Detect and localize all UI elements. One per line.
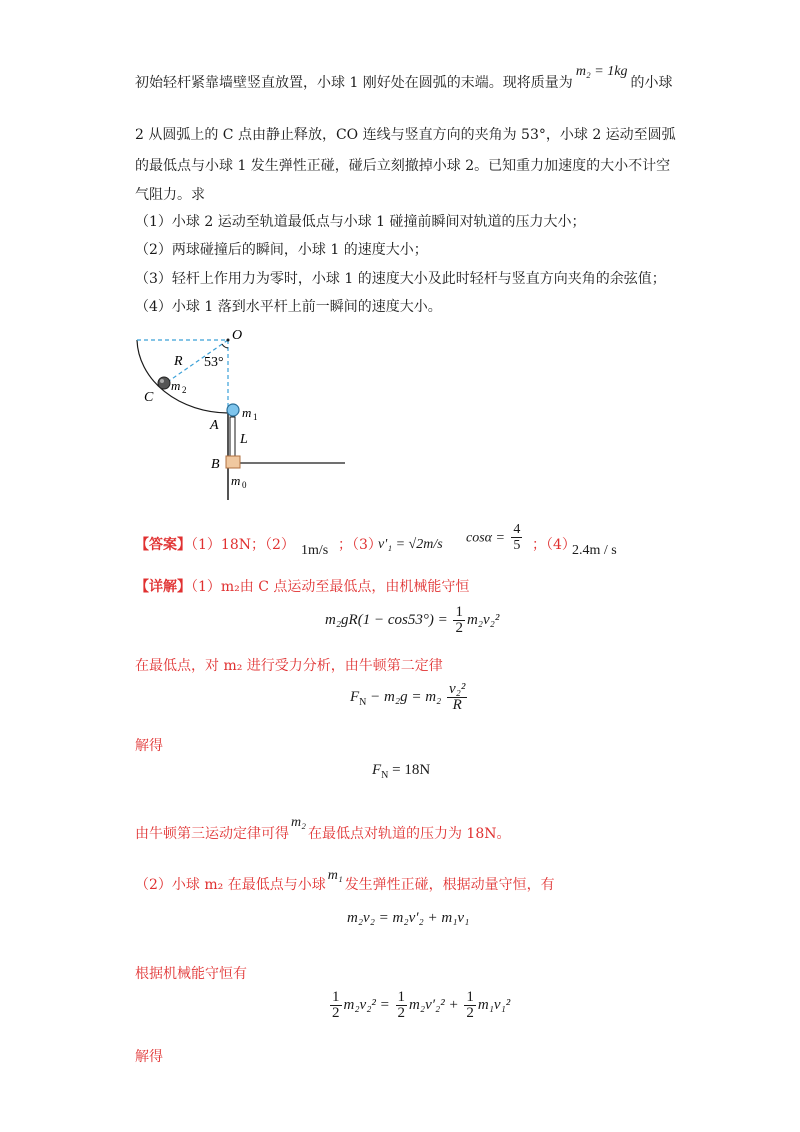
label-m0-sub: 0: [242, 480, 247, 490]
eq2-fraction: [447, 682, 467, 713]
label-l: L: [240, 432, 248, 447]
eq5-b: m₂v′₂² +: [409, 996, 459, 1013]
step5-mass: m₁: [327, 868, 343, 883]
label-m2: m: [171, 378, 181, 393]
eq5-half-2: $\frac{1}{2}$: [397, 989, 406, 1021]
problem-line-1-a: 初始轻杆紧靠墙壁竖直放置，小球 1 刚好处在圆弧的末端。现将质量为: [135, 75, 573, 91]
eq2-denominator: R: [452, 697, 462, 713]
cos-fraction: [511, 522, 522, 553]
question-1: （1）小球 2 运动至轨道最低点与小球 1 碰撞前瞬间对轨道的压力大小；: [135, 214, 586, 230]
equation-2: $F_N - m_2g = m_2$ $\frac{\text{v₂²}}{R}$: [350, 681, 466, 713]
cos-numerator: 4: [513, 522, 521, 537]
ball-m1: [227, 404, 239, 416]
eq2-numerator: v₂²: [449, 681, 466, 697]
label-m0: m: [231, 473, 241, 488]
step4-b: 在最低点对轨道的压力为 18N。: [307, 826, 511, 842]
equation-1: [325, 605, 499, 636]
mass-expression: m₂ = 1kg: [575, 64, 628, 79]
eq1-left: m₂gR(1 − cos53°) =: [325, 611, 448, 628]
label-o: O: [232, 328, 243, 343]
eq5-a: m₂v₂² =: [343, 996, 390, 1013]
detail-tag: 【详解】: [135, 579, 191, 595]
physics-figure: [120, 325, 360, 505]
answer-line: [135, 534, 295, 554]
half-num: 1: [455, 604, 463, 620]
label-m1: m: [242, 405, 252, 420]
eq5-c: m₁v₁²: [477, 996, 511, 1013]
cos-denominator: 5: [513, 538, 521, 553]
ball-m2: [158, 377, 170, 389]
problem-line-1: [135, 64, 673, 92]
problem-line-1-b: 的小球: [630, 75, 673, 91]
answer-3-value: v'₁ = √2m/s: [378, 537, 443, 552]
label-b: B: [211, 457, 220, 472]
detail-step-4: [135, 815, 511, 843]
equation-4: m₂v₂ = m₂v′₂ + m₁v₁: [347, 910, 470, 926]
question-2: （2）两球碰撞后的瞬间，小球 1 的速度大小；: [135, 242, 428, 258]
eq3-force: F: [372, 762, 382, 778]
label-angle: 53°: [204, 355, 224, 370]
step4-a: 由牛顿第三运动定律可得: [135, 826, 289, 842]
step5-a: （2）小球 m₂ 在最低点与小球: [135, 877, 326, 893]
answer-tag: 【答案】: [135, 537, 191, 553]
eq3-value: = 18N: [392, 762, 431, 778]
detail-step-7: 解得: [135, 1049, 163, 1065]
half-den: 2: [455, 620, 463, 636]
eq5-half-3: $\frac{1}{2}$: [466, 989, 474, 1021]
eq2-force: F: [350, 688, 360, 705]
eq1-half: [453, 605, 465, 636]
answer-part-1: （1）18N；（2）: [191, 537, 295, 553]
label-r: R: [174, 354, 183, 369]
light-rod: [230, 417, 235, 457]
detail-step-6: 根据机械能守恒有: [135, 966, 247, 982]
question-4: （4）小球 1 落到水平杆上前一瞬间的速度大小。: [135, 299, 442, 315]
detail-line-1: [135, 576, 469, 596]
answer-4-value: 2.4m / s: [572, 543, 617, 558]
eq1-right: m₂v₂²: [466, 611, 500, 628]
step5-b: 发生弹性正碰，根据动量守恒，有: [344, 877, 555, 893]
slider-block: [226, 456, 240, 468]
label-c: C: [144, 390, 154, 405]
question-3: （3）轻杆上作用力为零时，小球 1 的速度大小及此时轻杆与竖直方向夹角的余弦值；: [135, 271, 666, 287]
label-m1-sub: 1: [253, 412, 258, 422]
cos-label: cosα =: [466, 530, 505, 546]
point-o: [227, 339, 230, 342]
angle-arc: [222, 344, 228, 348]
answer-4-label: ；（4）: [532, 537, 576, 553]
equation-3: $F_N = 18N$: [372, 762, 431, 781]
problem-line-4: 气阻力。求: [135, 187, 205, 203]
answer-3-label: ；（3）: [338, 537, 382, 553]
detail-step-5: [135, 868, 555, 894]
label-a: A: [210, 418, 219, 433]
problem-line-2: 2 从圆弧上的 C 点由静止释放，CO 连线与竖直方向的夹角为 53°，小球 2 运动至圆弧: [135, 127, 676, 143]
equation-5: [328, 990, 510, 1021]
detail-step-3: 解得: [135, 738, 163, 754]
eq2-mid: − m₂g = m₂: [370, 688, 442, 705]
answer-cos: [466, 522, 524, 553]
detail-step-1: （1）m₂由 C 点运动至最低点，由机械能守恒: [191, 579, 470, 595]
eq5-half-1: $\frac{1}{2}$: [332, 989, 340, 1021]
label-m2-sub: 2: [182, 385, 187, 395]
detail-step-2: 在最低点，对 m₂ 进行受力分析，由牛顿第二定律: [135, 658, 443, 674]
answer-2-value: 1m/s: [301, 543, 329, 558]
problem-line-3: 的最低点与小球 1 发生弹性正碰，碰后立刻撤掉小球 2。已知重力加速度的大小不计空: [135, 158, 671, 174]
step4-mass: m₂: [291, 815, 306, 830]
